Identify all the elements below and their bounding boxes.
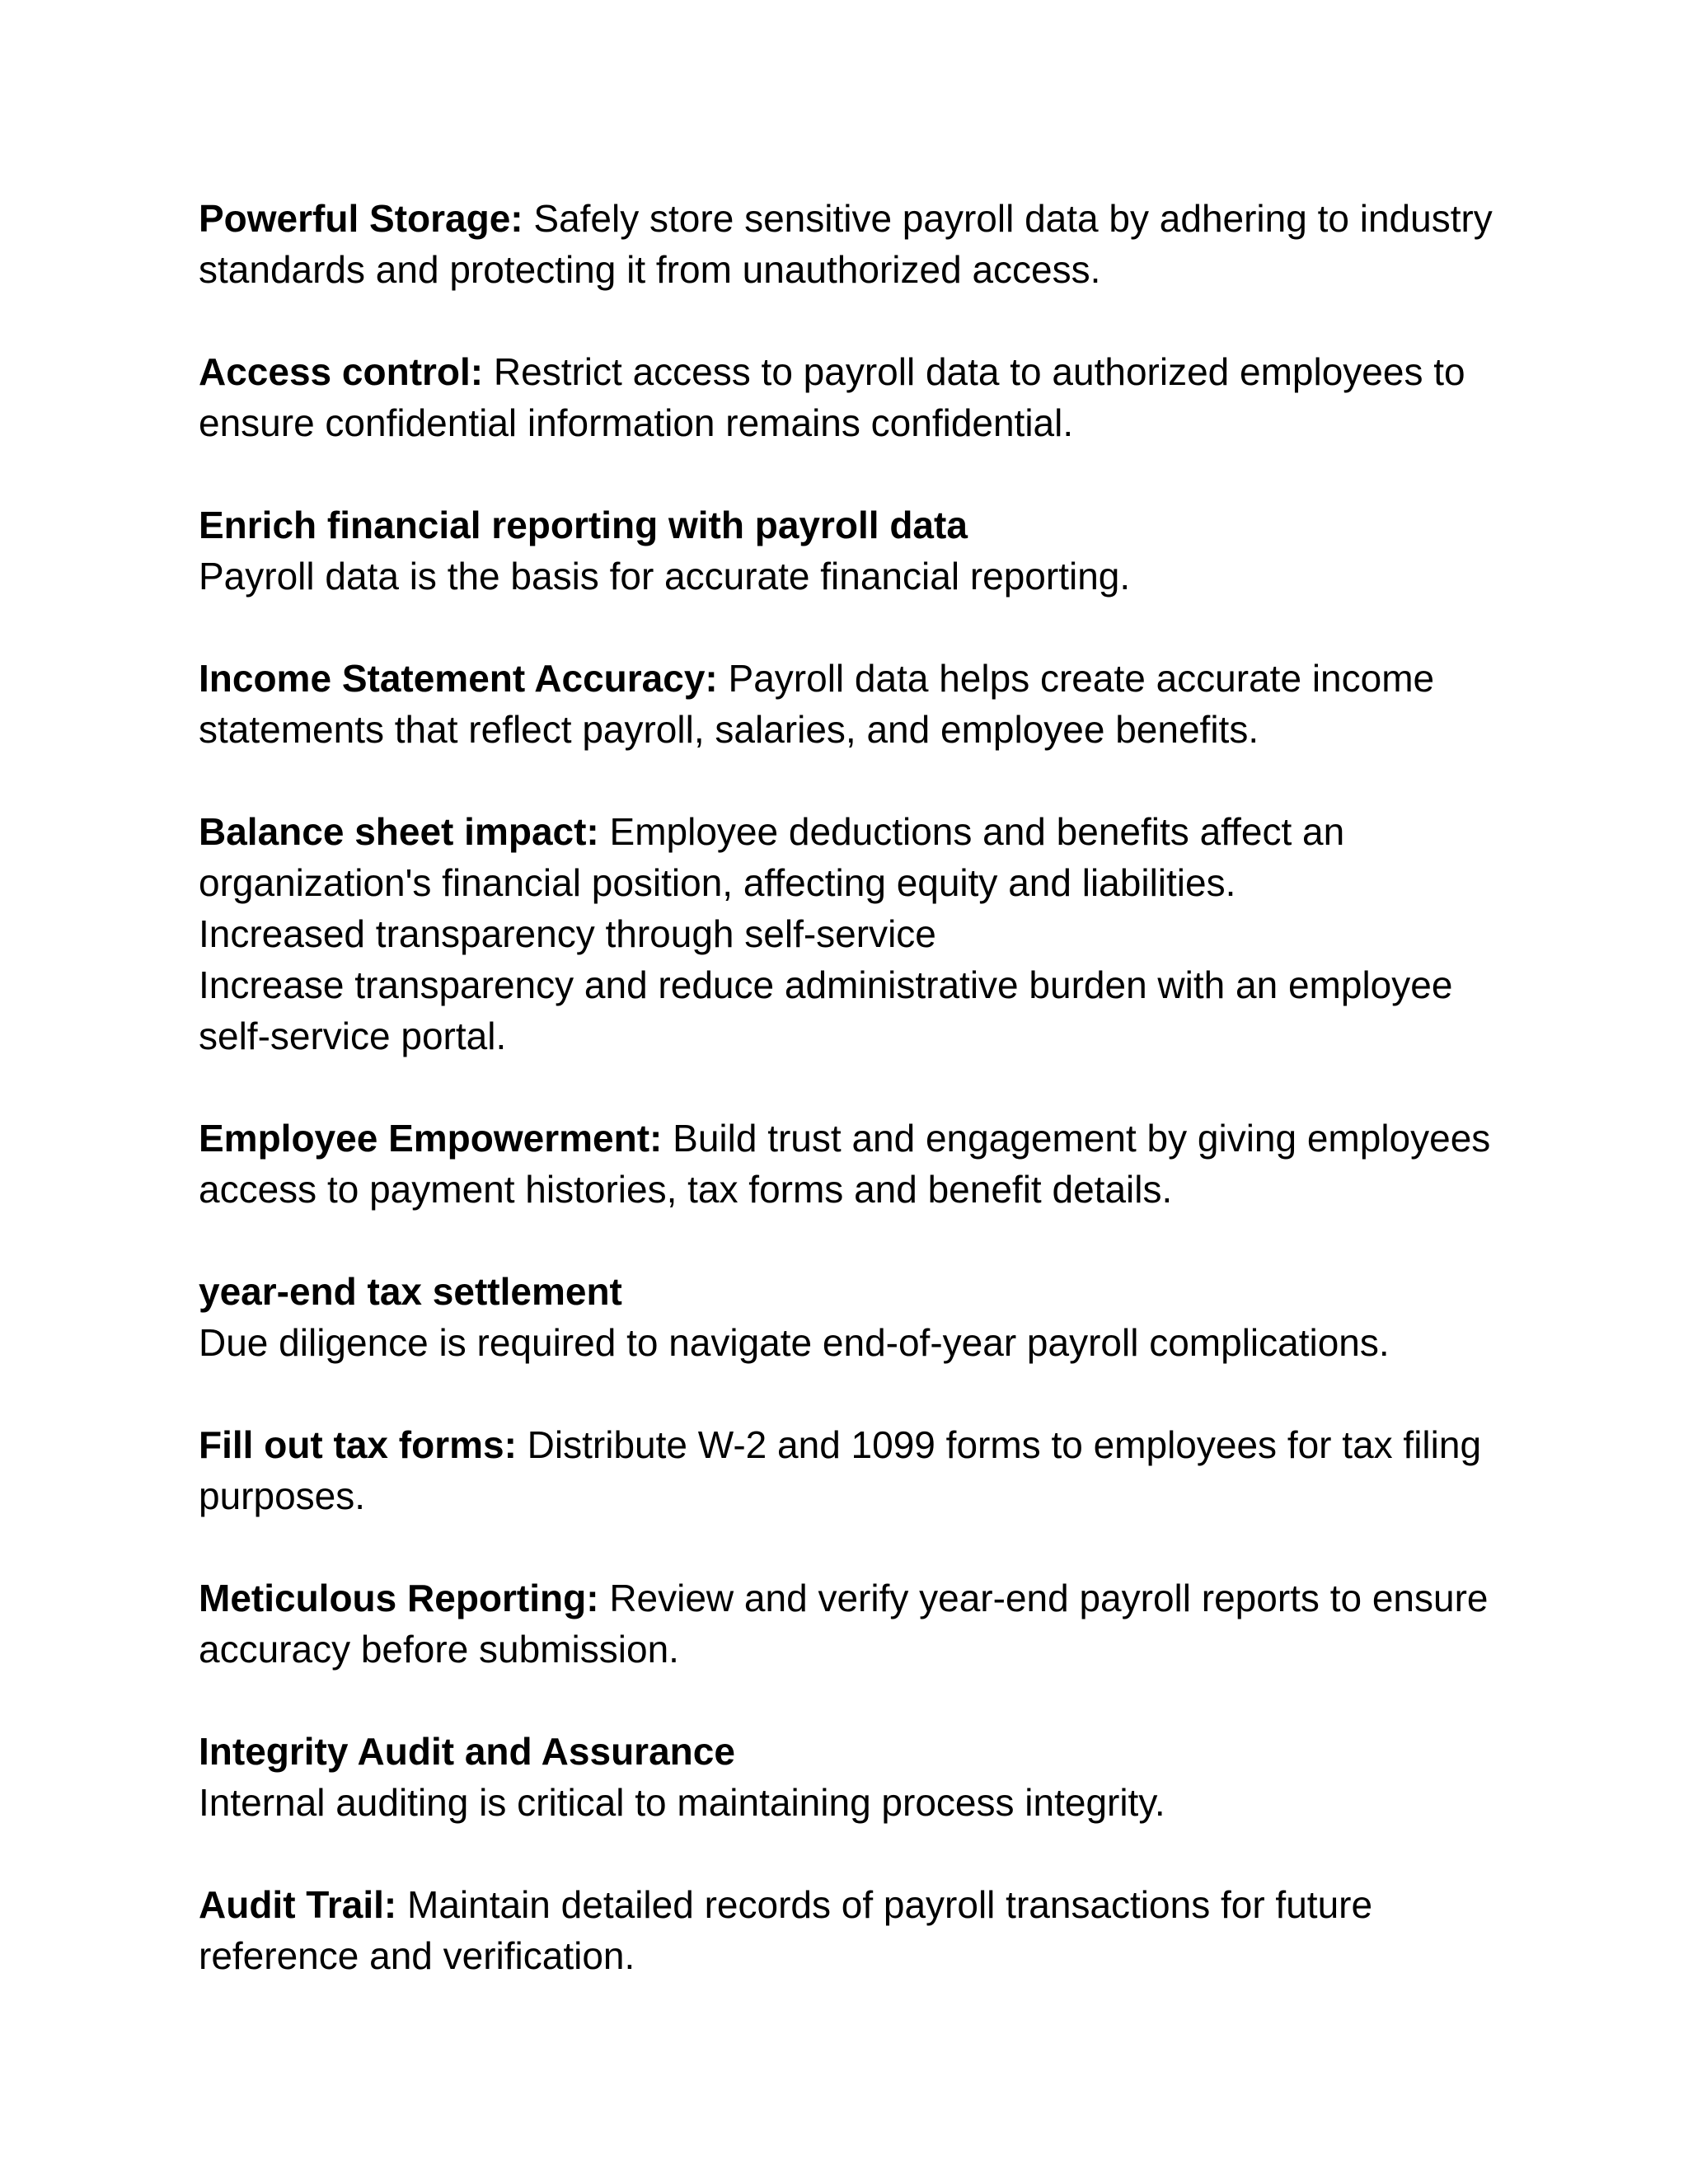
section-transparency xyxy=(199,908,1534,1062)
section-heading: Enrich financial reporting with payroll data xyxy=(199,504,968,546)
paragraph-meticulous-reporting xyxy=(199,1572,1534,1675)
section-heading: Increased transparency through self-service xyxy=(199,912,936,955)
term-description: Distribute W-2 and 1099 forms to employees for tax filing purposes. xyxy=(199,1423,1482,1517)
section-intro: Payroll data is the basis for accurate financial reporting. xyxy=(199,555,1131,598)
section-intro: Increase transparency and reduce administrative burden with an employee self-service portal. xyxy=(199,963,1453,1057)
paragraph-powerful-storage xyxy=(199,193,1534,295)
term-label: Meticulous Reporting: xyxy=(199,1577,599,1619)
term-description: Maintain detailed records of payroll transactions for future reference and verification. xyxy=(199,1883,1373,1977)
section-intro: Internal auditing is critical to maintaining process integrity. xyxy=(199,1781,1165,1824)
term-label: Balance sheet impact: xyxy=(199,810,599,853)
term-label: Employee Empowerment: xyxy=(199,1117,663,1160)
term-description: Restrict access to payroll data to authorized employees to ensure confidential information remains confidential. xyxy=(199,350,1465,444)
term-label: Access control: xyxy=(199,350,484,393)
term-label: Income Statement Accuracy: xyxy=(199,657,718,700)
paragraph-access-control xyxy=(199,346,1534,448)
term-description: Payroll data helps create accurate income statements that reflect payroll, salaries, and employee benefits. xyxy=(199,657,1435,751)
section-integrity-audit xyxy=(199,1726,1534,1828)
document-body xyxy=(199,193,1534,2032)
term-label: Powerful Storage: xyxy=(199,197,523,240)
paragraph-audit-trail xyxy=(199,1879,1534,1981)
term-description: Employee deductions and benefits affect an organization's financial position, affecting equity and liabilities. xyxy=(199,810,1345,904)
section-year-end xyxy=(199,1266,1534,1368)
section-heading: year-end tax settlement xyxy=(199,1270,622,1313)
paragraph-employee-empowerment xyxy=(199,1113,1534,1215)
term-label: Fill out tax forms: xyxy=(199,1423,517,1466)
section-enrich-reporting xyxy=(199,499,1534,602)
term-label: Audit Trail: xyxy=(199,1883,397,1926)
term-description: Review and verify year-end payroll reports to ensure accuracy before submission. xyxy=(199,1577,1489,1671)
paragraph-income-statement xyxy=(199,653,1534,755)
term-description: Safely store sensitive payroll data by adhering to industry standards and protecting it from unauthorized access. xyxy=(199,197,1493,291)
section-intro: Due diligence is required to navigate end-of-year payroll complications. xyxy=(199,1321,1390,1364)
section-heading: Integrity Audit and Assurance xyxy=(199,1730,735,1773)
paragraph-balance-sheet xyxy=(199,806,1534,908)
paragraph-tax-forms xyxy=(199,1419,1534,1521)
term-description: Build trust and engagement by giving employees access to payment histories, tax forms and benefit details. xyxy=(199,1117,1491,1211)
